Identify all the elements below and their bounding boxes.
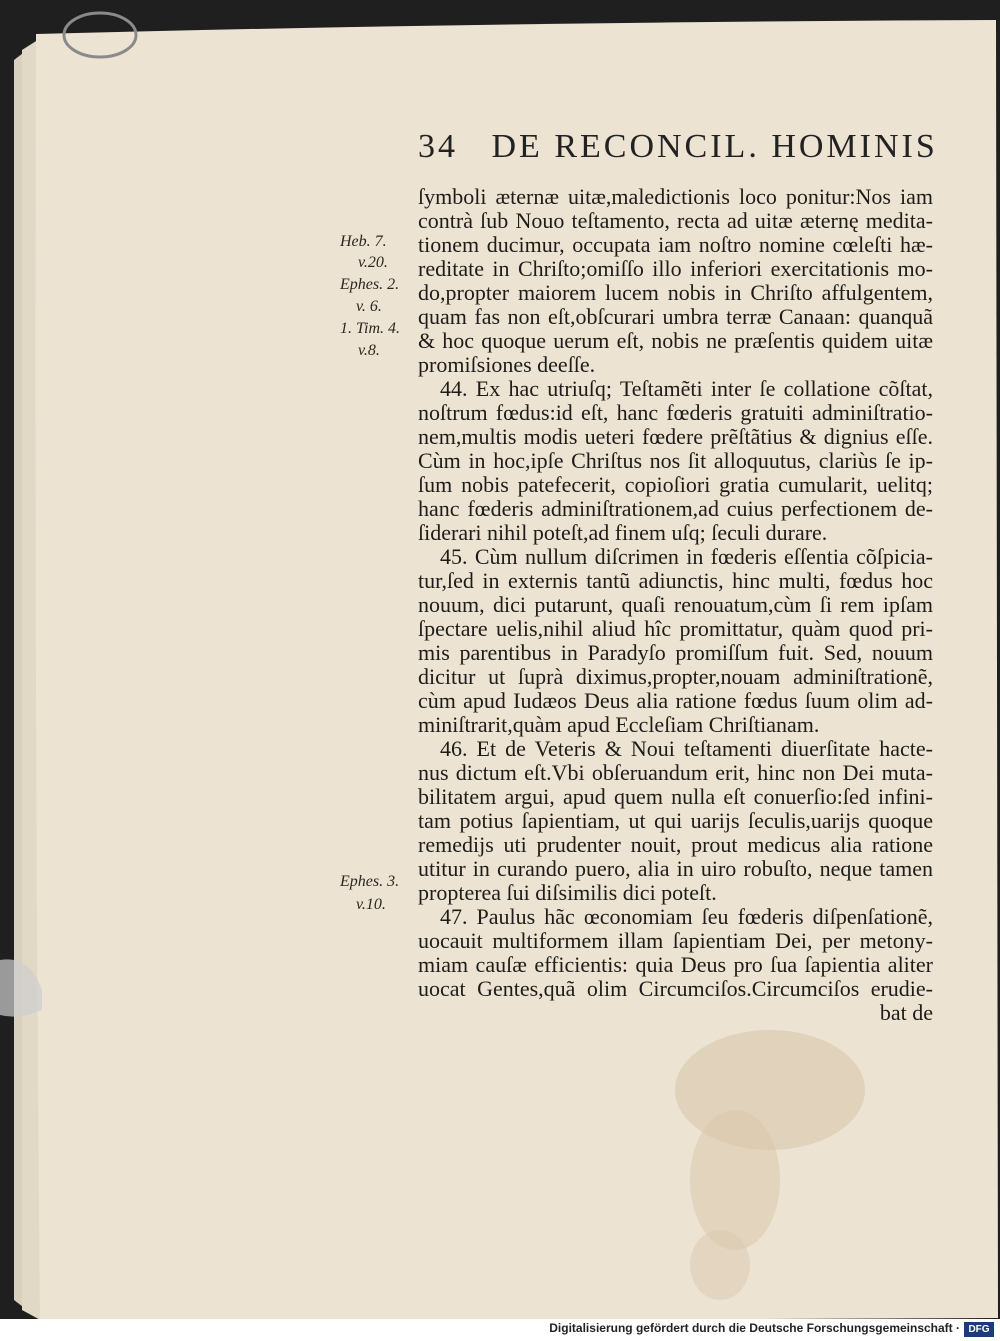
text-line: ſiderari nihil poteſt,ad finem uſq; ſeculi durare.: [418, 520, 828, 545]
text-line: uocauit multiformem illam ſapientiam Dei, per metony-: [418, 928, 933, 953]
margin-note: Ephes. 3.: [340, 873, 400, 890]
text-line: remedijs uti prudenter nouit, prout medicus alia ratione: [418, 832, 933, 857]
text-line: mis parentibus in Paradyſo promiſſum fuit. Sed, nouum: [418, 640, 933, 665]
margin-note: v.20.: [358, 254, 388, 271]
text-line: reditate in Chriſto;omiſſo illo inferiori exercitationis mo-: [418, 256, 933, 281]
text-line: ſum nobis patefecerit, copioſiori gratia cumularit, uelitq;: [418, 472, 933, 497]
text-line: quam fas non eſt,obſcurari umbra terræ Canaan: quanquã: [418, 304, 933, 329]
text-line: nouum, dici putarunt, quaſi renouatum,cùm ſi rem ipſam: [418, 592, 933, 617]
text-line: nem,multis modis ueteri fœdere prẽſtãtius & dignius eſſe.: [418, 424, 933, 449]
text-line: tur,ſed in externis tantũ adiunctis, hinc multi, fœdus hoc: [418, 568, 933, 593]
margin-note: v.8.: [358, 342, 380, 359]
text-line: 45. Cùm nullum diſcrimen in fœderis eſſentia cõſpicia-: [440, 544, 933, 569]
text-line: contrà ſub Nouo teſtamento, recta ad uitæ æternę medita-: [418, 208, 933, 233]
text-line: Cùm in hoc,ipſe Chriſtus nos ſit alloquutus, clariùs ſe ip-: [418, 448, 933, 473]
margin-note: v. 6.: [356, 298, 382, 315]
footer-credit: Digitalisierung gefördert durch die Deutsche Forschungsgemeinschaft ·: [549, 1321, 960, 1335]
text-line: utitur in curando puero, alia in uiro robuſto, neque tamen: [418, 856, 933, 881]
running-header: [418, 128, 938, 174]
text-line: bat de: [879, 1000, 933, 1025]
page-number: 34: [418, 128, 458, 165]
text-line: nus dictum eſt.Vbi obſeruandum erit, hinc non Dei muta-: [418, 760, 933, 785]
footer-bar: [0, 1319, 1000, 1341]
text-line: dicitur ut ſuprà diximus,propter,nouam adminiſtrationẽ,: [418, 664, 933, 689]
margin-note: Ephes. 2.: [340, 276, 400, 293]
text-line: noſtrum fœdus:id eſt, hanc fœderis gratuiti adminiſtratio-: [418, 400, 933, 425]
text-line: miniſtrarit,quàm apud Eccleſiam Chriſtianam.: [418, 712, 820, 737]
margin-note: 1. Tim. 4.: [340, 320, 401, 337]
running-title: DE RECONCIL. HOMINIS: [491, 128, 938, 165]
text-line: promiſsiones deeſſe.: [418, 352, 596, 377]
text-line: uocat Gentes,quã olim Circumciſos.Circumciſos erudie-: [418, 976, 933, 1001]
text-line: hanc fœderis adminiſtrationem,ad cuius perfectionem de-: [418, 496, 933, 521]
margin-note: v.10.: [356, 896, 386, 913]
dfg-logo: DFG: [964, 1322, 994, 1337]
text-line: 44. Ex hac utriuſq; Teſtamẽti inter ſe collatione cõſtat,: [440, 376, 933, 401]
text-line: ſpectare uelis,nihil aliud hîc promittatur, quàm quod pri-: [418, 616, 933, 641]
text-line: do,propter maiorem lucem nobis in Chriſto affulgentem,: [418, 280, 933, 305]
text-line: 46. Et de Veteris & Noui teſtamenti diuerſitate hacte-: [440, 736, 933, 761]
text-line: propterea ſui diſsimilis dici poteſt.: [418, 880, 717, 905]
text-line: miam cauſæ efficientis: quia Deus pro ſua ſapientia aliter: [418, 952, 933, 977]
text-line: ſymboli æternæ uitæ,maledictionis loco ponitur:Nos iam: [418, 184, 933, 209]
text-line: bilitatem argui, apud quem nulla eſt conuerſio:ſed infini-: [418, 784, 933, 809]
text-line: 47. Paulus hãc œconomiam ſeu fœderis diſpenſationẽ,: [440, 904, 933, 929]
text-line: & hoc quoque uerum eſt, nobis ne præſentis quidem uitæ: [418, 328, 933, 353]
text-line: tam potius ſapientiam, ut qui uarijs ſeculis,uarijs quoque: [418, 808, 933, 833]
margin-note: Heb. 7.: [340, 233, 387, 250]
text-line: tionem ducimur, occupata iam noſtro nomine cœleſti hæ-: [418, 232, 933, 257]
text-line: cùm apud Iudæos Deus alia ratione fœdus ſuum olim ad-: [418, 688, 933, 713]
